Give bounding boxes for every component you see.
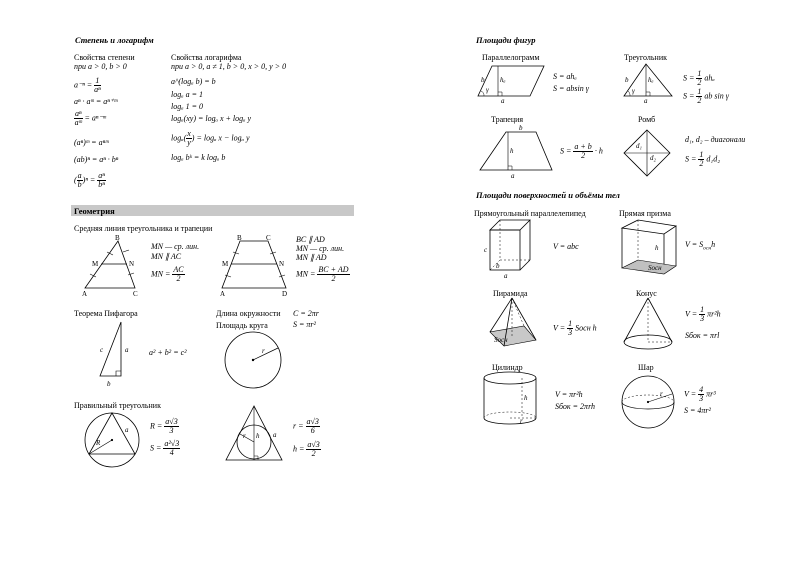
circle-title-area: Площадь круга xyxy=(216,321,268,330)
powers-heading: Свойства степени xyxy=(74,53,135,62)
svg-text:A: A xyxy=(82,290,88,298)
svg-text:γ: γ xyxy=(486,86,489,94)
rhombus-figure xyxy=(622,128,672,178)
svg-text:r: r xyxy=(243,432,246,440)
parallelogram-formula-2: S = absin γ xyxy=(553,84,589,93)
sphere-volume-formula: V = $\frac{4}{3}$ πr³ xyxy=(684,385,716,403)
power-formula-1: a⁻ⁿ = $\frac{1}{\text{aⁿ}}$ xyxy=(74,76,101,94)
svg-text:B: B xyxy=(115,234,120,242)
cylinder-figure xyxy=(480,370,540,430)
parallelogram-figure xyxy=(478,62,550,104)
power-formula-5: (ab)ⁿ = aⁿ · bⁿ xyxy=(74,155,119,164)
triangle-title: Треугольник xyxy=(624,53,667,62)
powers-condition: при a > 0, b > 0 xyxy=(74,62,127,71)
cylinder-area-formula: Sбок = 2πrh xyxy=(555,402,596,411)
circle-figure xyxy=(221,328,285,392)
svg-text:M: M xyxy=(222,260,229,268)
section-title-powers: Степень и логарифм xyxy=(75,35,154,45)
cone-figure xyxy=(620,296,676,354)
svg-text:a: a xyxy=(125,426,129,434)
power-formula-2: aⁿ · aᵐ = aⁿ⁺ᵐ xyxy=(74,97,118,106)
regular-triangle-inscribed-figure xyxy=(222,404,286,464)
circle-length-formula: C = 2πr xyxy=(293,309,319,318)
box-title: Прямоугольный параллелепипед xyxy=(474,209,586,218)
prism-formula: $V = S_{осн}h$ xyxy=(685,240,716,252)
logs-heading: Свойства логарифма xyxy=(171,53,242,62)
regular-S-formula: S = $\frac{\text{a²√3}}{4}$ xyxy=(150,439,180,457)
pythagoras-formula: a² + b² = c² xyxy=(149,348,187,357)
svg-text:C: C xyxy=(133,290,138,298)
pyramid-figure xyxy=(482,296,542,350)
svg-text:r: r xyxy=(262,347,265,355)
rhombus-formula-1: d₁, d₂ – диагонали xyxy=(685,135,746,144)
cylinder-title: Цилиндр xyxy=(492,363,523,372)
svg-text:a: a xyxy=(501,97,505,105)
log-formula-1: a^(logₐ b) = b xyxy=(171,77,216,86)
circle-area-formula: S = πr² xyxy=(293,320,316,329)
svg-text:B: B xyxy=(237,234,242,242)
pyramid-formula: V = $\frac{1}{3}$ Sосн h xyxy=(553,319,597,337)
svg-text:hₐ: hₐ xyxy=(648,76,654,84)
regular-r-formula: r = $\frac{a√3}{6}$ xyxy=(293,417,319,435)
log-formula-5: logₐ( $\frac{x}{y}$ ) = logₐ x − logₐ y xyxy=(171,129,250,147)
svg-text:M: M xyxy=(92,260,99,268)
pythagoras-figure xyxy=(96,318,141,390)
svg-text:γ: γ xyxy=(632,87,635,95)
svg-text:c: c xyxy=(100,346,104,354)
svg-text:b: b xyxy=(481,76,485,84)
svg-text:d₁: d₁ xyxy=(636,142,642,150)
power-formula-6: ( $\frac{a}{b}$ )ⁿ = $\frac{\text{aⁿ}}{\text{bⁿ}}$ xyxy=(74,171,105,189)
regular-R-formula: R = $\frac{a√3}{3}$ xyxy=(150,417,178,435)
rhombus-formula-2: S = $\frac{1}{2}$ d₁d₂ xyxy=(685,150,720,168)
svg-text:a: a xyxy=(504,272,508,280)
svg-text:D: D xyxy=(282,290,288,298)
prism-title: Прямая призма xyxy=(619,209,671,218)
midline-trap-formula-2: MN — ср. лин. xyxy=(296,244,345,253)
trapezoid-figure xyxy=(478,122,554,180)
parallelogram-title: Параллелограмм xyxy=(482,53,540,62)
svg-text:C: C xyxy=(266,234,271,242)
svg-text:Sосн: Sосн xyxy=(494,336,508,344)
box-figure xyxy=(484,216,540,278)
cone-area-formula: Sбок = πrl xyxy=(685,331,720,340)
sphere-figure xyxy=(618,372,678,432)
trapezoid-title: Трапеция xyxy=(491,115,524,124)
svg-text:h: h xyxy=(655,244,659,252)
cylinder-volume-formula: V = πr²h xyxy=(555,390,583,399)
midline-tri-formula-3: MN = $\frac{AC}{2}$ xyxy=(151,265,184,283)
svg-text:A: A xyxy=(220,290,226,298)
midline-trap-formula-4: MN = $\frac{BC + AD}{2}$ xyxy=(296,265,349,283)
svg-text:N: N xyxy=(129,260,135,268)
midline-triangle-figure xyxy=(80,236,145,296)
svg-text:r: r xyxy=(660,390,663,398)
midline-tri-formula-1: MN — ср. лин. xyxy=(151,242,200,251)
svg-text:b: b xyxy=(519,124,523,132)
svg-text:d₂: d₂ xyxy=(650,154,656,162)
svg-text:h: h xyxy=(524,394,528,402)
section-title-solids: Площади поверхностей и объёмы тел xyxy=(476,190,620,200)
regular-triangle-circumscribed-figure xyxy=(82,408,146,472)
svg-text:a: a xyxy=(644,97,648,105)
svg-text:b: b xyxy=(625,76,629,84)
triangle-formula-2: S = $\frac{1}{2}$ ab sin γ xyxy=(683,87,729,105)
svg-text:h: h xyxy=(510,147,514,155)
svg-text:R: R xyxy=(96,439,101,447)
pythagoras-title: Теорема Пифагора xyxy=(74,309,138,318)
power-formula-4: (aⁿ)ᵐ = aⁿᵐ xyxy=(74,138,109,147)
section-title-areas: Площади фигур xyxy=(476,35,536,45)
cone-volume-formula: V = $\frac{1}{3}$ πr²h xyxy=(685,305,721,323)
sphere-title: Шар xyxy=(638,363,654,372)
midline-title: Средняя линия треугольника и трапеции xyxy=(74,224,213,233)
svg-text:r: r xyxy=(520,417,523,425)
log-formula-3: logₐ 1 = 0 xyxy=(171,102,203,111)
midline-trap-formula-3: MN ∥ AD xyxy=(296,253,327,262)
svg-text:a: a xyxy=(273,431,277,439)
pyramid-title: Пирамида xyxy=(493,289,528,298)
regular-triangle-title: Правильный треугольник xyxy=(74,401,161,410)
log-formula-2: logₐ a = 1 xyxy=(171,90,203,99)
svg-text:N: N xyxy=(279,260,285,268)
geometry-section-bar: Геометрия xyxy=(71,205,354,216)
sphere-area-formula: S = 4πr² xyxy=(684,406,711,415)
svg-text:c: c xyxy=(484,246,488,254)
log-formula-4: logₐ(xy) = logₐ x + logₐ y xyxy=(171,114,252,123)
log-formula-6: logₐ bᵏ = k logₐ b xyxy=(171,153,226,162)
midline-trapezoid-figure xyxy=(218,236,293,296)
rhombus-title: Ромб xyxy=(638,115,656,124)
midline-trap-formula-1: BC ∥ AD xyxy=(296,235,325,244)
triangle-formula-1: S = $\frac{1}{2}$ ahₐ xyxy=(683,69,715,87)
parallelogram-formula-1: S = ahₐ xyxy=(553,72,577,81)
svg-text:Sосн: Sосн xyxy=(648,264,662,272)
svg-text:a: a xyxy=(511,172,515,180)
regular-h-formula: h = $\frac{a√3}{2}$ xyxy=(293,440,320,458)
svg-text:h: h xyxy=(256,432,260,440)
svg-text:b: b xyxy=(496,262,500,270)
power-formula-3: $\frac{\text{aⁿ}}{\text{aᵐ}}$ = aⁿ⁻ᵐ xyxy=(74,109,107,127)
midline-tri-formula-2: MN ∥ AC xyxy=(151,252,182,261)
trapezoid-formula: S = $\frac{a + b}{2}$ · h xyxy=(560,142,603,160)
prism-figure xyxy=(618,218,680,276)
svg-text:hₐ: hₐ xyxy=(500,76,506,84)
triangle-figure xyxy=(620,62,678,104)
svg-text:b: b xyxy=(107,380,111,388)
circle-title-length: Длина окружности xyxy=(216,309,281,318)
svg-text:a: a xyxy=(125,346,129,354)
logs-condition: при a > 0, a ≠ 1, b > 0, x > 0, y > 0 xyxy=(171,62,287,71)
cone-title: Конус xyxy=(636,289,657,298)
box-formula: V = abc xyxy=(553,242,579,251)
